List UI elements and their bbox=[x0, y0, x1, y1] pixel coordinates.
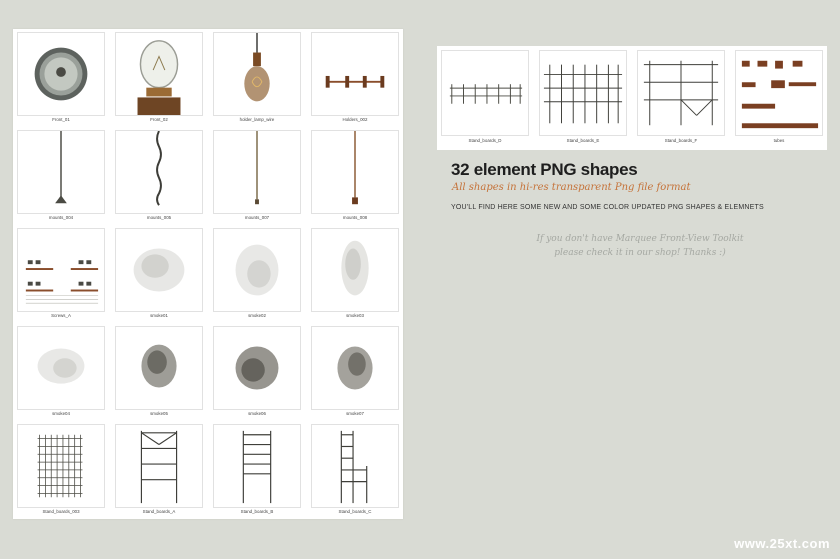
thumbnail-smoke04[interactable] bbox=[17, 326, 105, 418]
thumbnail-image bbox=[115, 130, 203, 214]
thumbnail-stand-boards-a[interactable] bbox=[115, 424, 203, 516]
thumbnail-label: Front_01 bbox=[52, 117, 70, 122]
thumbnail-image bbox=[637, 50, 725, 136]
thumbnail-image bbox=[115, 32, 203, 116]
thumbnail-holder-lamp-wire[interactable] bbox=[213, 32, 301, 124]
thumbnail-label: Stand_boards_C bbox=[338, 509, 372, 514]
thumbnail-label: Holders_002 bbox=[342, 117, 368, 122]
thumbnail-label: mounts_005 bbox=[146, 215, 172, 220]
thumbnail-screws-a[interactable] bbox=[17, 228, 105, 320]
thumbnail-image bbox=[311, 228, 399, 312]
thumbnail-stand-boards-e[interactable] bbox=[539, 50, 627, 146]
thumbnail-mounts-007[interactable] bbox=[213, 130, 301, 222]
thumbnail-sheet bbox=[13, 29, 403, 519]
thumbnail-label: Stand_boards_003 bbox=[42, 509, 80, 514]
thumbnail-image bbox=[115, 424, 203, 508]
thumbnail-image bbox=[17, 326, 105, 410]
promo-note-line-2: please check it in our shop! Thanks :) bbox=[554, 248, 726, 258]
thumbnail-holders-002[interactable] bbox=[311, 32, 399, 124]
thumbnail-smoke07[interactable] bbox=[311, 326, 399, 418]
thumbnail-label: smoke07 bbox=[346, 411, 364, 416]
thumbnail-image bbox=[115, 228, 203, 312]
thumbnail-label: holder_lamp_wire bbox=[239, 117, 275, 122]
thumbnail-label: mounts_007 bbox=[244, 215, 270, 220]
subheading: All shapes in hi-res transparent Png file format bbox=[452, 182, 691, 193]
thumbnail-label: smoke03 bbox=[346, 313, 364, 318]
thumbnail-image bbox=[17, 228, 105, 312]
thumbnail-sheet-extra bbox=[437, 46, 827, 150]
thumbnail-image bbox=[115, 326, 203, 410]
thumbnail-stand-boards-003[interactable] bbox=[17, 424, 105, 516]
thumbnail-stand-boards-d[interactable] bbox=[441, 50, 529, 146]
thumbnail-label: smoke05 bbox=[150, 411, 168, 416]
thumbnail-image bbox=[539, 50, 627, 136]
thumbnail-stand-boards-b[interactable] bbox=[213, 424, 301, 516]
thumbnail-image bbox=[213, 130, 301, 214]
thumbnail-label: Stand_boards_B bbox=[240, 509, 274, 514]
thumbnail-label: smoke06 bbox=[248, 411, 266, 416]
thumbnail-label: mounts_004 bbox=[48, 215, 74, 220]
thumbnail-mounts-008[interactable] bbox=[311, 130, 399, 222]
thumbnail-label: Front_02 bbox=[150, 117, 168, 122]
thumbnail-label: smoke04 bbox=[52, 411, 70, 416]
thumbnail-image bbox=[17, 130, 105, 214]
thumbnail-label: smoke01 bbox=[150, 313, 168, 318]
thumbnail-label: Stand_boards_A bbox=[142, 509, 176, 514]
thumbnail-label: mounts_008 bbox=[342, 215, 368, 220]
thumbnail-image bbox=[735, 50, 823, 136]
thumbnail-label: tubes bbox=[773, 138, 785, 143]
thumbnail-smoke02[interactable] bbox=[213, 228, 301, 320]
thumbnail-image bbox=[311, 130, 399, 214]
thumbnail-stand-boards-c[interactable] bbox=[311, 424, 399, 516]
heading: 32 element PNG shapes bbox=[451, 160, 638, 179]
thumbnail-image bbox=[311, 32, 399, 116]
thumbnail-label: Stand_boards_D bbox=[468, 138, 502, 143]
thumbnail-front-02[interactable] bbox=[115, 32, 203, 124]
thumbnail-label: Stand_boards_F bbox=[664, 138, 698, 143]
thumbnail-image bbox=[17, 424, 105, 508]
thumbnail-image bbox=[441, 50, 529, 136]
body-text: YOU'LL FIND HERE SOME NEW AND SOME COLOR UPDATED PNG SHAPES & ELEMNETS bbox=[451, 204, 764, 211]
thumbnail-smoke06[interactable] bbox=[213, 326, 301, 418]
thumbnail-image bbox=[17, 32, 105, 116]
thumbnail-image bbox=[213, 228, 301, 312]
thumbnail-image bbox=[213, 326, 301, 410]
thumbnail-front-01[interactable] bbox=[17, 32, 105, 124]
thumbnail-smoke01[interactable] bbox=[115, 228, 203, 320]
thumbnail-smoke03[interactable] bbox=[311, 228, 399, 320]
thumbnail-label: Stand_boards_E bbox=[566, 138, 600, 143]
thumbnail-label: smoke02 bbox=[248, 313, 266, 318]
thumbnail-mounts-005[interactable] bbox=[115, 130, 203, 222]
thumbnail-image bbox=[213, 32, 301, 116]
thumbnail-tubes[interactable] bbox=[735, 50, 823, 146]
promo-note-line-1: If you don't have Marquee Front-View Toolkit bbox=[536, 234, 744, 244]
thumbnail-image bbox=[311, 326, 399, 410]
watermark: www.25xt.com bbox=[734, 536, 830, 551]
promo-note bbox=[510, 232, 770, 260]
thumbnail-stand-boards-f[interactable] bbox=[637, 50, 725, 146]
thumbnail-smoke05[interactable] bbox=[115, 326, 203, 418]
thumbnail-label: Screws_A bbox=[51, 313, 71, 318]
thumbnail-mounts-004[interactable] bbox=[17, 130, 105, 222]
thumbnail-image bbox=[311, 424, 399, 508]
thumbnail-image bbox=[213, 424, 301, 508]
